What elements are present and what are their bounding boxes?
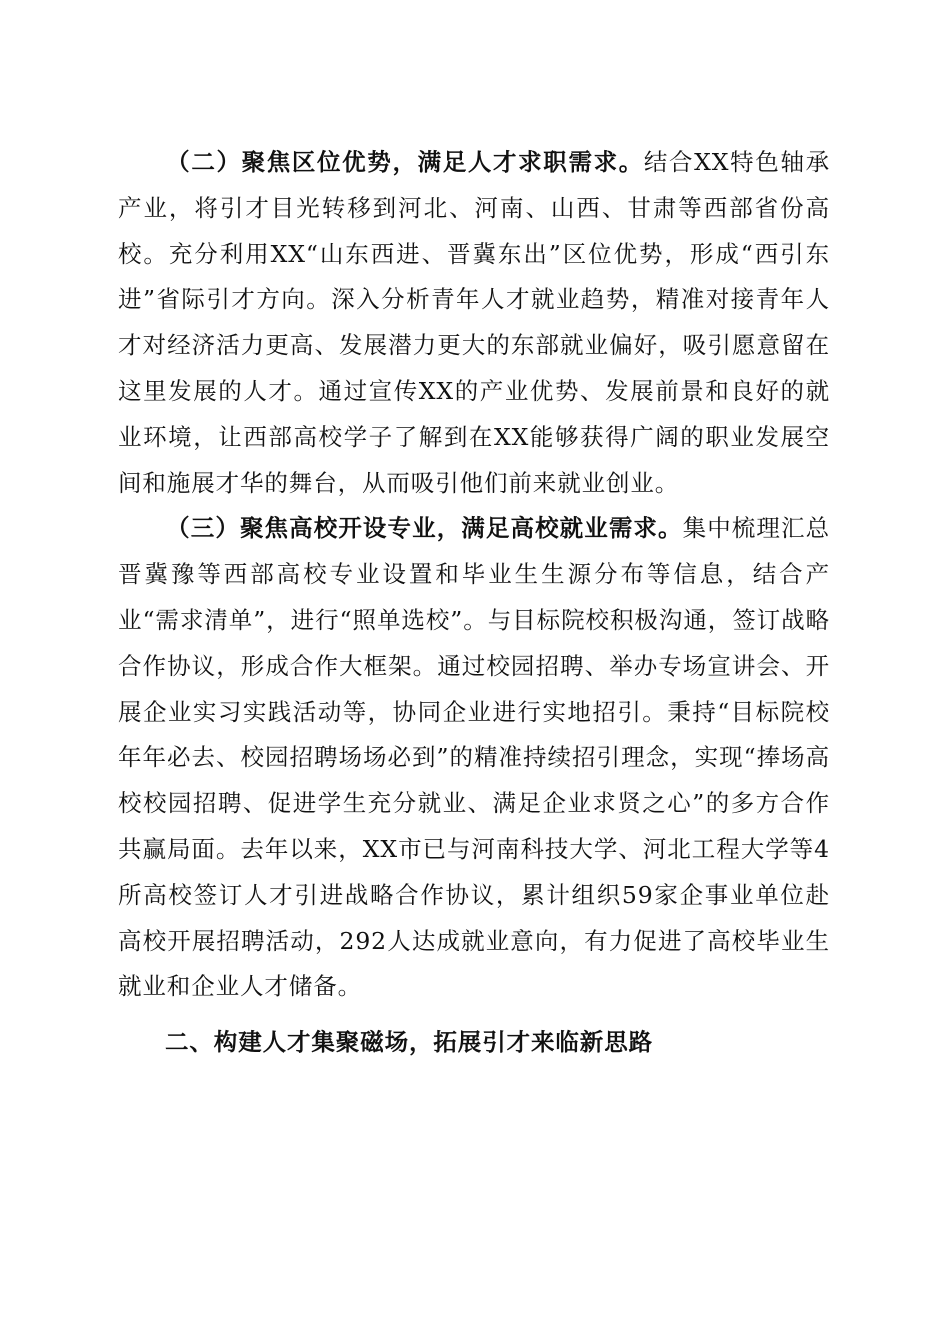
paragraph-university-majors — [118, 506, 830, 1010]
paragraph-lead: （三）聚焦高校开设专业，满足高校就业需求。 — [166, 514, 683, 543]
paragraph-lead: （二）聚焦区位优势，满足人才求职需求。 — [166, 148, 644, 176]
document-body — [118, 140, 830, 1066]
paragraph-text: 集中梳理汇总晋冀豫等西部高校专业设置和毕业生生源分布等信息，结合产业“需求清单”，进行“照单选校”。与目标院校积极沟通，签订战略合作协议，形成合作大框架。通过校园招聘、举办专场宣讲会、开展企业实习实践活动等，协同企业进行实地招引。秉持“目标院校年年必去、校园招聘场场必到”的精准持续招引理念，实现“捧场高校校园招聘、促进学生充分就业、满足企业求贤之心”的多方合作共赢局面。去年以来，XX市已与河南科技大学、河北工程大学等4所高校签订人才引进战略合作协议，累计组织59家企事业单位赴高校开展招聘活动，292人达成就业意向，有力促进了高校毕业生就业和企业人才储备。 — [118, 514, 830, 1001]
paragraph-text: 结合XX特色轴承产业，将引才目光转移到河北、河南、山西、甘肃等西部省份高校。充分利用XX“山东西进、晋冀东出”区位优势，形成“西引东进”省际引才方向。深入分析青年人才就业趋势，精准对接青年人才对经济活力更高、发展潜力更大的东部就业偏好，吸引愿意留在这里发展的人才。通过宣传XX的产业优势、发展前景和良好的就业环境，让西部高校学子了解到在XX能够获得广阔的职业发展空间和施展才华的舞台，从而吸引他们前来就业创业。 — [118, 148, 830, 497]
paragraph-location-advantage — [118, 140, 830, 506]
section-heading: 二、构建人才集聚磁场，拓展引才来临新思路 — [165, 1028, 653, 1057]
